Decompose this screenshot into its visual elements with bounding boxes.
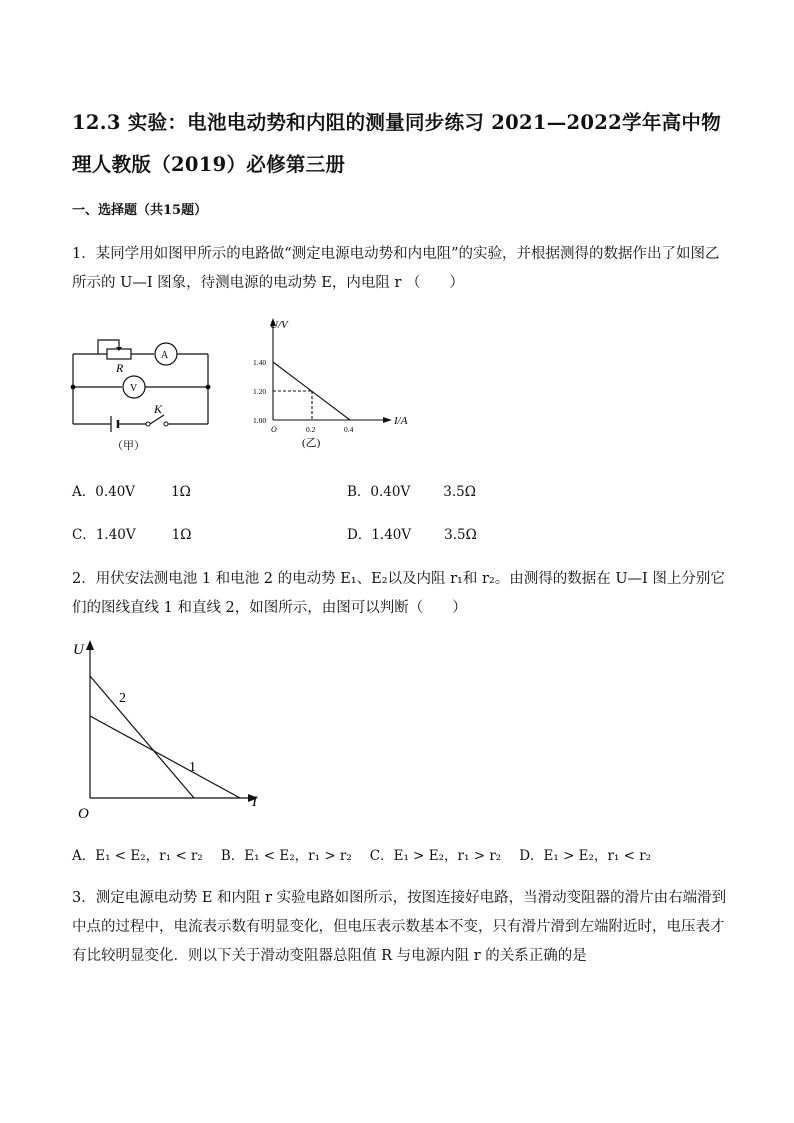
q2-option-a[interactable]: A．E₁ < E₂，r₁ < r₂: [72, 848, 203, 864]
line-2-label: 2: [119, 691, 126, 706]
ui-graph-yi: [248, 312, 428, 452]
label-K: K: [154, 402, 163, 416]
question-2-text: 2．用伏安法测电池 1 和电池 2 的电动势 E₁、E₂以及内阻 r₁和 r₂。由测得的数据在 U—I 图上分别它们的图线直线 1 和直线 2，如图所示，由图可以判断（ ）: [72, 571, 725, 616]
line-1: [90, 716, 240, 798]
page-title: 12.3 实验：电池电动势和内阻的测量同步练习 2021—2022学年高中物理人教版（2019）必修第三册: [72, 111, 722, 176]
q2-option-c[interactable]: C．E₁ > E₂，r₁ > r₂: [369, 848, 502, 864]
line-2: [90, 676, 194, 798]
section-heading: 一、选择题（共15题）: [72, 203, 208, 218]
y-tick-1-00: 1.00: [253, 416, 267, 425]
caption-jia: （甲）: [112, 440, 145, 452]
q2-options: [72, 844, 651, 864]
q1-option-b[interactable]: B．0.40V 3.5Ω: [347, 484, 476, 500]
label-A: A: [161, 350, 169, 361]
question-3-text: 3．测定电源电动势 E 和内阻 r 实验电路如图所示，按图连接好电路，当滑动变阻器的滑片由右端滑到中点的过程中，电流表示数有明显变化，但电压表示数基本不变，只有滑片滑到左端附近时，电压表才有比较明显变化．则以下关于滑动变阻器总阻值 R 与电源内阻 r 的关系正确的是: [72, 890, 727, 964]
origin-label: O: [271, 425, 277, 434]
x-tick-0-2: 0.2: [306, 425, 316, 434]
q2-option-b[interactable]: B．E₁ < E₂，r₁ > r₂: [220, 848, 352, 864]
q1-option-d[interactable]: D．1.40V 3.5Ω: [347, 527, 477, 543]
caption-yi: (乙): [302, 437, 321, 449]
x-tick-0-4: 0.4: [344, 425, 354, 434]
question-1-text: 1．某同学用如图甲所示的电路做“测定电源电动势和内电阻”的实验，并根据测得的数据作出了如图乙所示的 U—I 图象，待测电源的电动势 E，内电阻 r （ ）: [72, 246, 720, 291]
y-axis-label: U: [73, 642, 84, 658]
origin-label: O: [78, 806, 89, 822]
q2-ui-graph: [68, 636, 278, 826]
y-axis-label: U/V: [270, 319, 288, 331]
x-axis-label: I: [252, 794, 257, 810]
y-tick-1-40: 1.40: [253, 358, 267, 367]
q2-option-d[interactable]: D．E₁ > E₂，r₁ < r₂: [519, 848, 652, 864]
label-R: R: [116, 361, 124, 375]
circuit-diagram-jia: [60, 318, 230, 453]
switch-blade: [150, 415, 164, 424]
q1-option-c[interactable]: C．1.40V 1Ω: [72, 527, 192, 543]
y-tick-1-20: 1.20: [253, 387, 267, 396]
line-1-label: 1: [189, 760, 196, 775]
q1-option-a[interactable]: A．0.40V 1Ω: [72, 484, 191, 500]
label-V: V: [130, 383, 138, 394]
x-axis-label: I/A: [394, 415, 408, 427]
